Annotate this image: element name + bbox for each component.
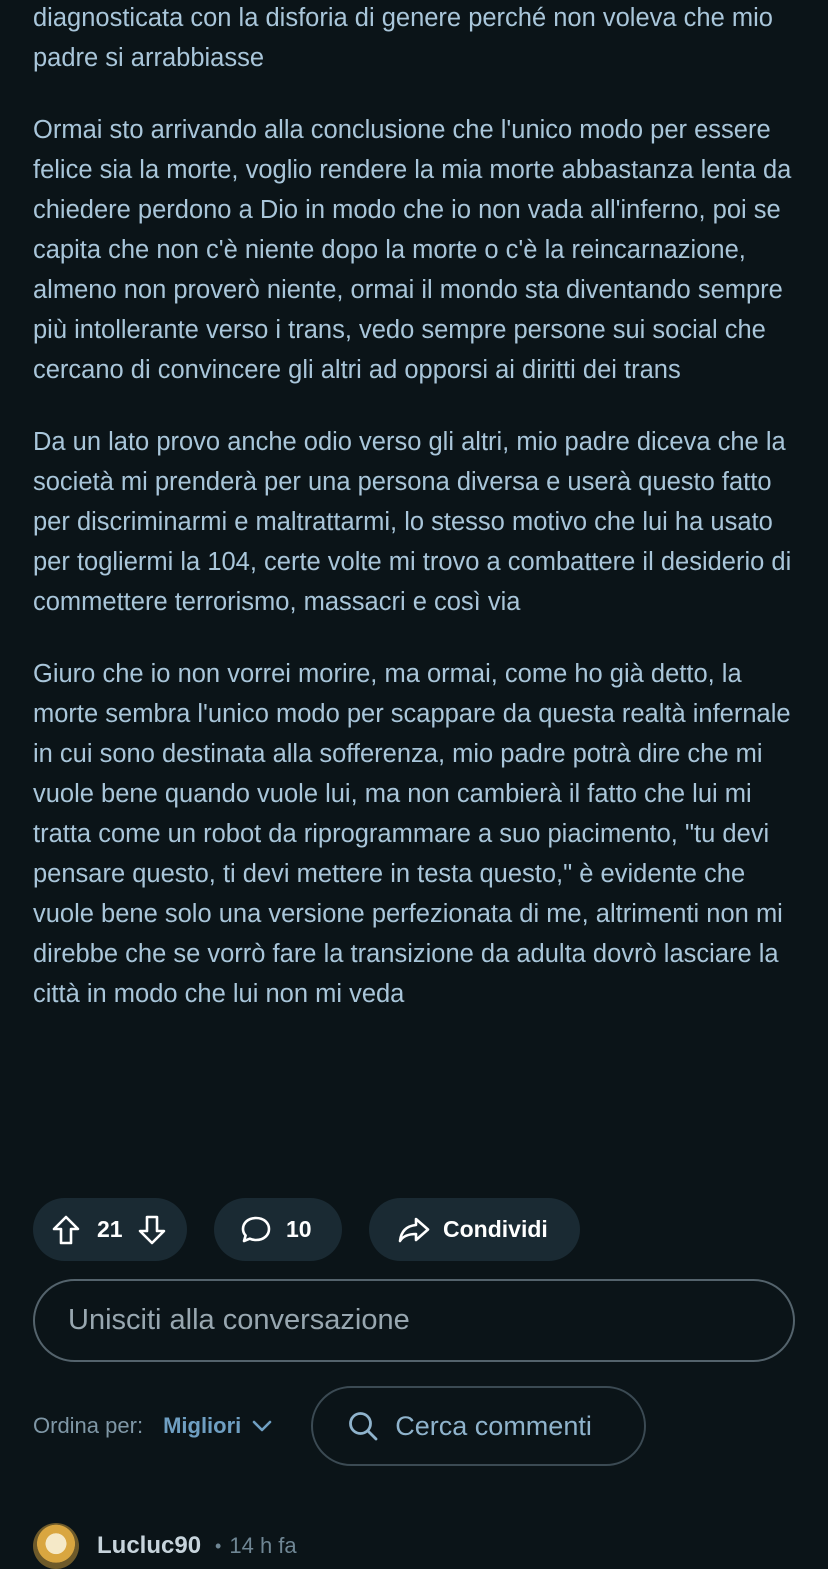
downvote-arrow-icon[interactable] — [137, 1214, 167, 1246]
share-label: Condividi — [443, 1216, 548, 1242]
share-button[interactable] — [369, 1198, 580, 1261]
post-action-bar — [33, 1198, 580, 1261]
comment-bubble-icon — [240, 1215, 272, 1245]
sort-dropdown[interactable]: Migliori — [163, 1413, 242, 1438]
avatar[interactable] — [33, 1523, 79, 1569]
post-body — [33, 0, 803, 1046]
join-conversation-placeholder: Unisciti alla conversazione — [68, 1304, 410, 1336]
post-paragraph: Ormai sto arrivando alla conclusione che l'unico modo per essere felice sia la morte, voglio rendere la mia morte abbastanza lenta da chiedere perdono a Dio in modo che io non vada all'inferno, poi se capita che non c'è niente dopo la morte o c'è la reincarnazione, almeno non proverò niente, ormai il mondo sta diventando sempre più intollerante verso i trans, vedo sempre persone sui social che cercano di convincere gli altri ad opporsi ai diritti dei trans — [33, 116, 792, 384]
comments-button[interactable] — [214, 1198, 342, 1261]
post-paragraph: Da un lato provo anche odio verso gli altri, mio padre diceva che la società mi prenderà per una persona diversa e userà questo fatto per discriminarmi e maltrattarmi, lo stesso motivo che lui ha usato per togliermi la 104, certe volte mi trovo a combattere il desiderio di commettere terrorismo, massacri e così via — [33, 428, 792, 616]
separator-dot: • — [215, 1535, 222, 1556]
upvote-arrow-icon[interactable] — [51, 1214, 81, 1246]
comment-time: 14 h fa — [229, 1533, 297, 1558]
comment-author[interactable]: Lucluc90 — [97, 1532, 202, 1559]
comment-count: 10 — [286, 1216, 312, 1242]
chevron-down-icon[interactable] — [251, 1418, 273, 1434]
join-conversation-input[interactable] — [33, 1279, 795, 1362]
sort-label: Ordina per: — [33, 1413, 144, 1438]
post-paragraph: Giuro che io non vorrei morire, ma ormai, come ho già detto, la morte sembra l'unico modo per scappare da questa realtà infernale in cui sono destinata alla sofferenza, mio padre potrà dire che mi vuole bene quando vuole lui, ma non cambierà il fatto che lui mi tratta come un robot da riprogrammare a suo piacimento, "tu devi pensare questo, ti devi mettere in testa questo," è evidente che vuole bene solo una versione perfezionata di me, altrimenti non mi direbbe che se vorrò fare la transizione da adulta dovrò lasciare la città in modo che lui non mi veda — [33, 660, 791, 1008]
search-comments-label: Cerca commenti — [395, 1410, 592, 1441]
comment-header — [33, 1526, 297, 1566]
comment-sort-bar — [33, 1386, 793, 1466]
vote-control — [33, 1198, 187, 1261]
post-paragraph: diagnosticata con la disforia di genere perché non voleva che mio padre si arrabbiasse — [33, 4, 773, 72]
vote-count: 21 — [97, 1216, 123, 1242]
search-icon — [347, 1410, 379, 1442]
search-comments-button[interactable] — [311, 1386, 646, 1466]
share-arrow-icon — [397, 1215, 431, 1245]
